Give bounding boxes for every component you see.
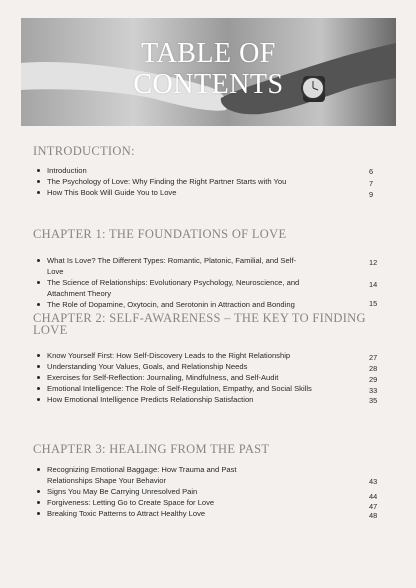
toc-item-title: Forgiveness: Letting Go to Create Space for Love <box>47 498 215 507</box>
section-heading-introduction: INTRODUCTION: <box>33 144 135 158</box>
bullet-icon <box>37 490 40 493</box>
toc-item[interactable] <box>47 486 387 501</box>
toc-item[interactable] <box>47 299 387 310</box>
bullet-icon <box>37 376 40 379</box>
bullet-icon <box>37 191 40 194</box>
section-heading-chapter-3: CHAPTER 3: HEALING FROM THE PAST <box>33 442 270 456</box>
toc-item-page: 35 <box>369 396 378 405</box>
toc-item[interactable] <box>47 497 387 511</box>
toc-item-title: Exercises for Self-Reflection: Journaling, Mindfulness, and Self-Audit <box>47 373 279 382</box>
toc-item[interactable] <box>47 508 387 519</box>
section-heading-chapter-2: CHAPTER 2: SELF-AWARENESS – THE KEY TO FINDING LOVE <box>33 311 366 337</box>
section-heading-chapter-1: CHAPTER 1: THE FOUNDATIONS OF LOVE <box>33 227 287 241</box>
bullet-icon <box>37 169 40 172</box>
bullet-icon <box>37 512 40 515</box>
toc-item-page: 27 <box>369 353 378 362</box>
toc-item[interactable] <box>47 165 387 176</box>
toc-item-page: 9 <box>369 190 374 199</box>
page-title <box>21 38 396 100</box>
header-photo-hands <box>21 18 396 126</box>
bullet-icon <box>37 365 40 368</box>
toc-item-page: 7 <box>369 179 374 188</box>
toc-list-chapter-3 <box>47 464 387 519</box>
toc-item-page: 15 <box>369 299 378 308</box>
toc-item[interactable] <box>47 394 387 405</box>
page-title-line-2: CONTENTS <box>133 69 284 100</box>
bullet-icon <box>37 468 40 471</box>
toc-item-page: 29 <box>369 375 378 384</box>
bullet-icon <box>37 180 40 183</box>
toc-item[interactable] <box>47 372 387 383</box>
toc-item-title: Know Yourself First: How Self-Discovery Leads to the Right Relationship <box>47 351 291 360</box>
toc-item-page: 28 <box>369 364 378 373</box>
toc-item-title: Recognizing Emotional Baggage: How Trauma and Past Relationships Shape Your Behavior <box>47 465 237 485</box>
toc-item-title: Emotional Intelligence: The Role of Self-Regulation, Empathy, and Social Skills <box>47 384 312 393</box>
toc-item-title: Understanding Your Values, Goals, and Relationship Needs <box>47 362 248 371</box>
toc-item-title: Introduction <box>47 166 87 175</box>
toc-item-title: The Psychology of Love: Why Finding the Right Partner Starts with You <box>47 177 287 186</box>
toc-item-page: 47 <box>369 502 378 511</box>
toc-item[interactable] <box>47 277 387 299</box>
toc-item-title: What Is Love? The Different Types: Romantic, Platonic, Familial, and Self-Love <box>47 256 297 276</box>
toc-item-page: 6 <box>369 167 374 176</box>
toc-item-page: 33 <box>369 386 378 395</box>
bullet-icon <box>37 303 40 306</box>
toc-item[interactable] <box>47 176 387 187</box>
bullet-icon <box>37 398 40 401</box>
toc-item-title: How Emotional Intelligence Predicts Relationship Satisfaction <box>47 395 254 404</box>
toc-item-page: 12 <box>369 258 378 267</box>
bullet-icon <box>37 387 40 390</box>
toc-item[interactable] <box>47 464 387 486</box>
toc-item-title: Breaking Toxic Patterns to Attract Healthy Love <box>47 509 206 518</box>
toc-item[interactable] <box>47 361 387 372</box>
toc-item-title: The Role of Dopamine, Oxytocin, and Serotonin in Attraction and Bonding <box>47 300 295 309</box>
toc-list-chapter-1 <box>47 255 387 310</box>
toc-item-title: How This Book Will Guide You to Love <box>47 188 177 197</box>
bullet-icon <box>37 501 40 504</box>
toc-item[interactable] <box>47 255 387 277</box>
toc-list-introduction <box>47 165 387 198</box>
toc-item[interactable] <box>47 383 387 394</box>
toc-item[interactable] <box>47 350 387 361</box>
page-title-line-1: TABLE OF <box>141 38 276 69</box>
bullet-icon <box>37 354 40 357</box>
bullet-icon <box>37 281 40 284</box>
toc-item-page: 14 <box>369 280 378 289</box>
bullet-icon <box>37 259 40 262</box>
toc-list-chapter-2 <box>47 350 387 405</box>
toc-item[interactable] <box>47 187 387 198</box>
toc-item-title: The Science of Relationships: Evolutionary Psychology, Neuroscience, and Attachment Theory <box>47 278 300 298</box>
toc-item-title: Signs You May Be Carrying Unresolved Pain <box>47 487 198 496</box>
toc-item-page: 43 <box>369 477 378 486</box>
toc-item-page: 44 <box>369 492 378 501</box>
toc-item-page: 48 <box>369 511 378 520</box>
